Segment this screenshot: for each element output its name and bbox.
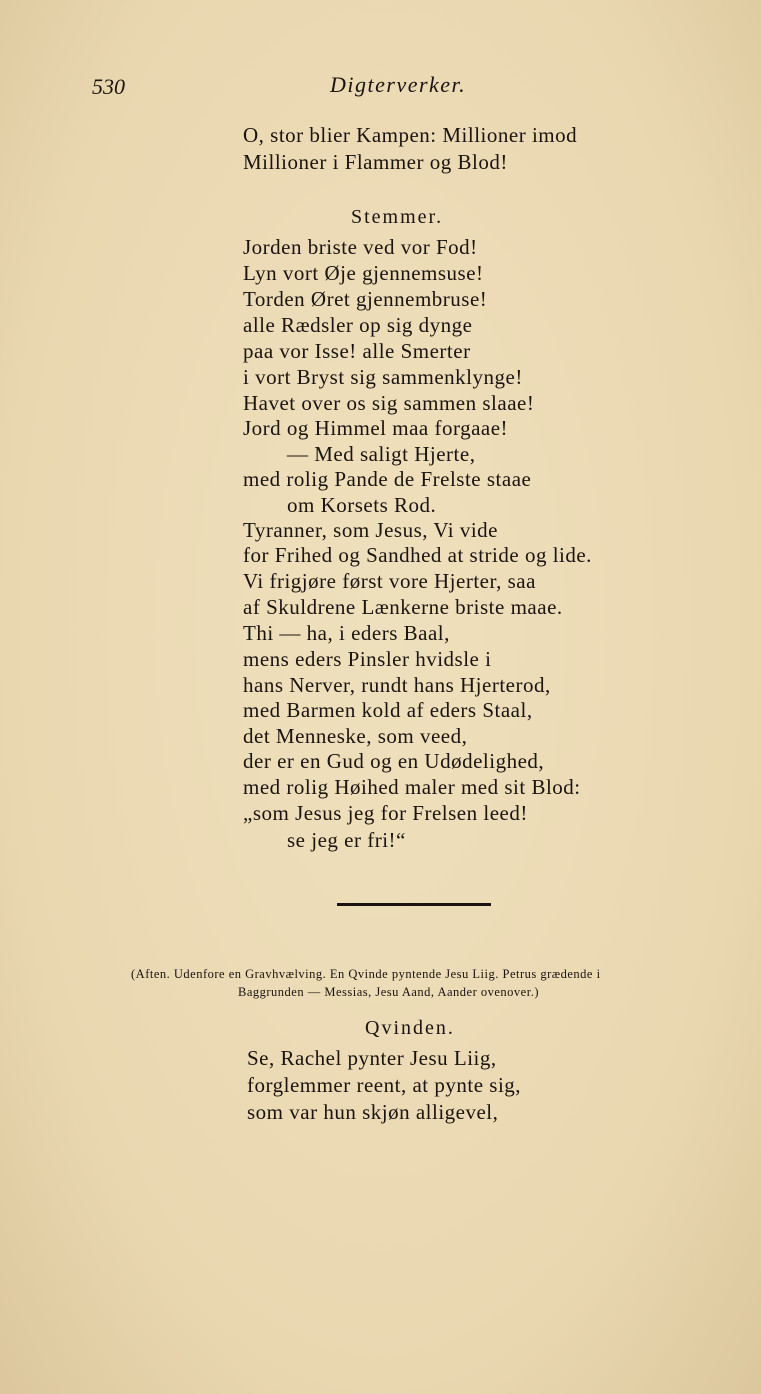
verse-line: mens eders Pinsler hvidsle i [243, 647, 492, 671]
section-divider [337, 903, 491, 906]
verse-line: Se, Rachel pynter Jesu Liig, [247, 1046, 497, 1070]
verse-line: med rolig Pande de Frelste staae [243, 467, 532, 491]
verse-line: „som Jesus jeg for Frelsen leed! [243, 801, 528, 825]
verse-line: af Skuldrene Lænkerne briste maae. [243, 595, 563, 619]
speaker-name: Qvinden. [365, 1017, 455, 1039]
speaker-name: Stemmer. [351, 206, 444, 228]
verse-line: med Barmen kold af eders Staal, [243, 698, 533, 722]
verse-line: med rolig Høihed maler med sit Blod: [243, 775, 581, 799]
verse-line: Torden Øret gjennembruse! [243, 287, 488, 311]
verse-line: som var hun skjøn alligevel, [247, 1100, 499, 1124]
verse-line: paa vor Isse! alle Smerter [243, 339, 471, 363]
verse-line: Jord og Himmel maa forgaae! [243, 416, 509, 440]
verse-line: Havet over os sig sammen slaae! [243, 391, 535, 415]
verse-line: Millioner i Flammer og Blod! [243, 150, 508, 174]
verse-line: der er en Gud og en Udødelighed, [243, 749, 545, 773]
page-number: 530 [92, 74, 125, 99]
verse-line: i vort Bryst sig sammenklynge! [243, 365, 523, 389]
verse-line: Lyn vort Øje gjennemsuse! [243, 261, 484, 285]
verse-line: alle Rædsler op sig dynge [243, 313, 473, 337]
verse-line: det Menneske, som veed, [243, 724, 468, 748]
verse-line: om Korsets Rod. [287, 493, 437, 517]
verse-line: — Med saligt Hjerte, [287, 442, 476, 466]
verse-line: O, stor blier Kampen: Millioner imod [243, 123, 578, 147]
running-head: Digterverker. [330, 72, 467, 97]
verse-line: Vi frigjøre først vore Hjerter, saa [243, 569, 536, 593]
verse-line: forglemmer reent, at pynte sig, [247, 1073, 522, 1097]
verse-line: hans Nerver, rundt hans Hjerterod, [243, 673, 551, 697]
verse-line: se jeg er fri!“ [287, 828, 406, 852]
verse-line: Jorden briste ved vor Fod! [243, 235, 478, 259]
verse-line: Thi — ha, i eders Baal, [243, 621, 450, 645]
verse-line: for Frihed og Sandhed at stride og lide. [243, 543, 592, 567]
stage-direction-line: (Aften. Udenfore en Gravhvælving. En Qvinde pyntende Jesu Liig. Petrus grædende i [131, 967, 601, 981]
stage-direction-line: Baggrunden — Messias, Jesu Aand, Aander ovenover.) [238, 985, 539, 999]
verse-line: Tyranner, som Jesus, Vi vide [243, 518, 499, 542]
